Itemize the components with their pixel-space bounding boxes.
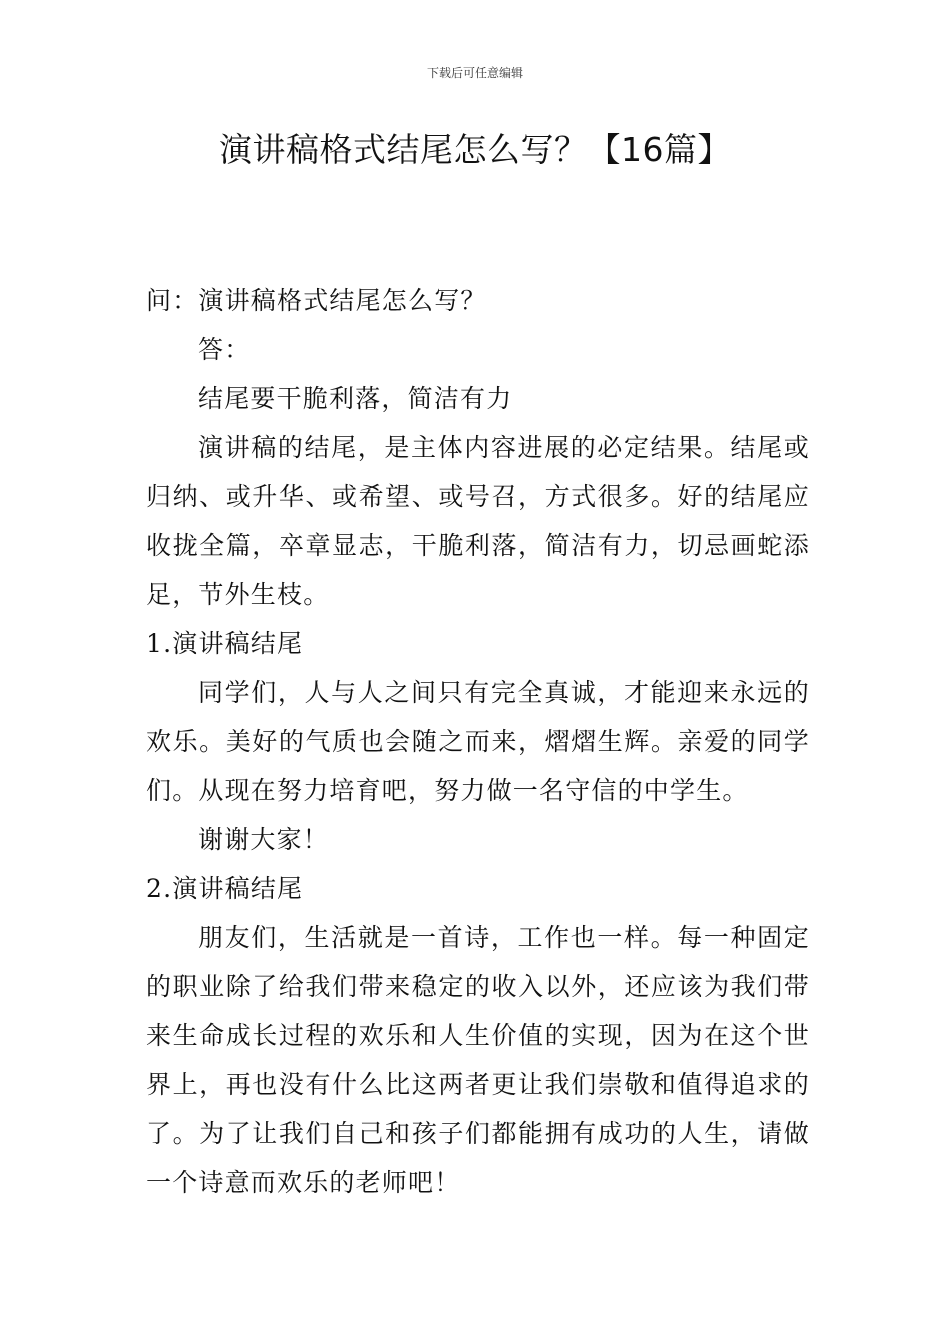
body-paragraph: 谢谢大家！ xyxy=(198,825,330,854)
body-paragraph: 结尾要干脆利落，简洁有力 xyxy=(198,384,513,413)
body-paragraph: 问：演讲稿格式结尾怎么写？ xyxy=(146,286,487,315)
body-paragraph: 朋友们，生活就是一首诗，工作也一样。每一种固定的职业除了给我们带来稳定的收入以外，还应该为我们带来生命成长过程的欢乐和人生价值的实现，因为在这个世界上，再也没有什么比这两者更让我们崇敬和值得追求的了。为了让我们自己和孩子们都能拥有成功的人生，请做一个诗意而欢乐的老师吧！ xyxy=(146,923,810,1197)
header-note: 下载后可任意编辑 xyxy=(426,66,523,80)
document-body xyxy=(146,276,810,1207)
document-title: 演讲稿格式结尾怎么写？【16篇】 xyxy=(219,130,731,169)
body-paragraph: 同学们，人与人之间只有完全真诚，才能迎来永远的欢乐。美好的气质也会随之而来，熠熠生辉。亲爱的同学们。从现在努力培育吧，努力做一名守信的中学生。 xyxy=(146,678,810,805)
body-paragraph: 演讲稿的结尾，是主体内容进展的必定结果。结尾或归纳、或升华、或希望、或号召，方式很多。好的结尾应收拢全篇，卒章显志，干脆利落，简洁有力，切忌画蛇添足，节外生枝。 xyxy=(146,433,810,609)
body-paragraph: 答： xyxy=(198,335,251,364)
body-paragraph: 2.演讲稿结尾 xyxy=(146,874,304,903)
body-paragraph: 1.演讲稿结尾 xyxy=(146,629,304,658)
